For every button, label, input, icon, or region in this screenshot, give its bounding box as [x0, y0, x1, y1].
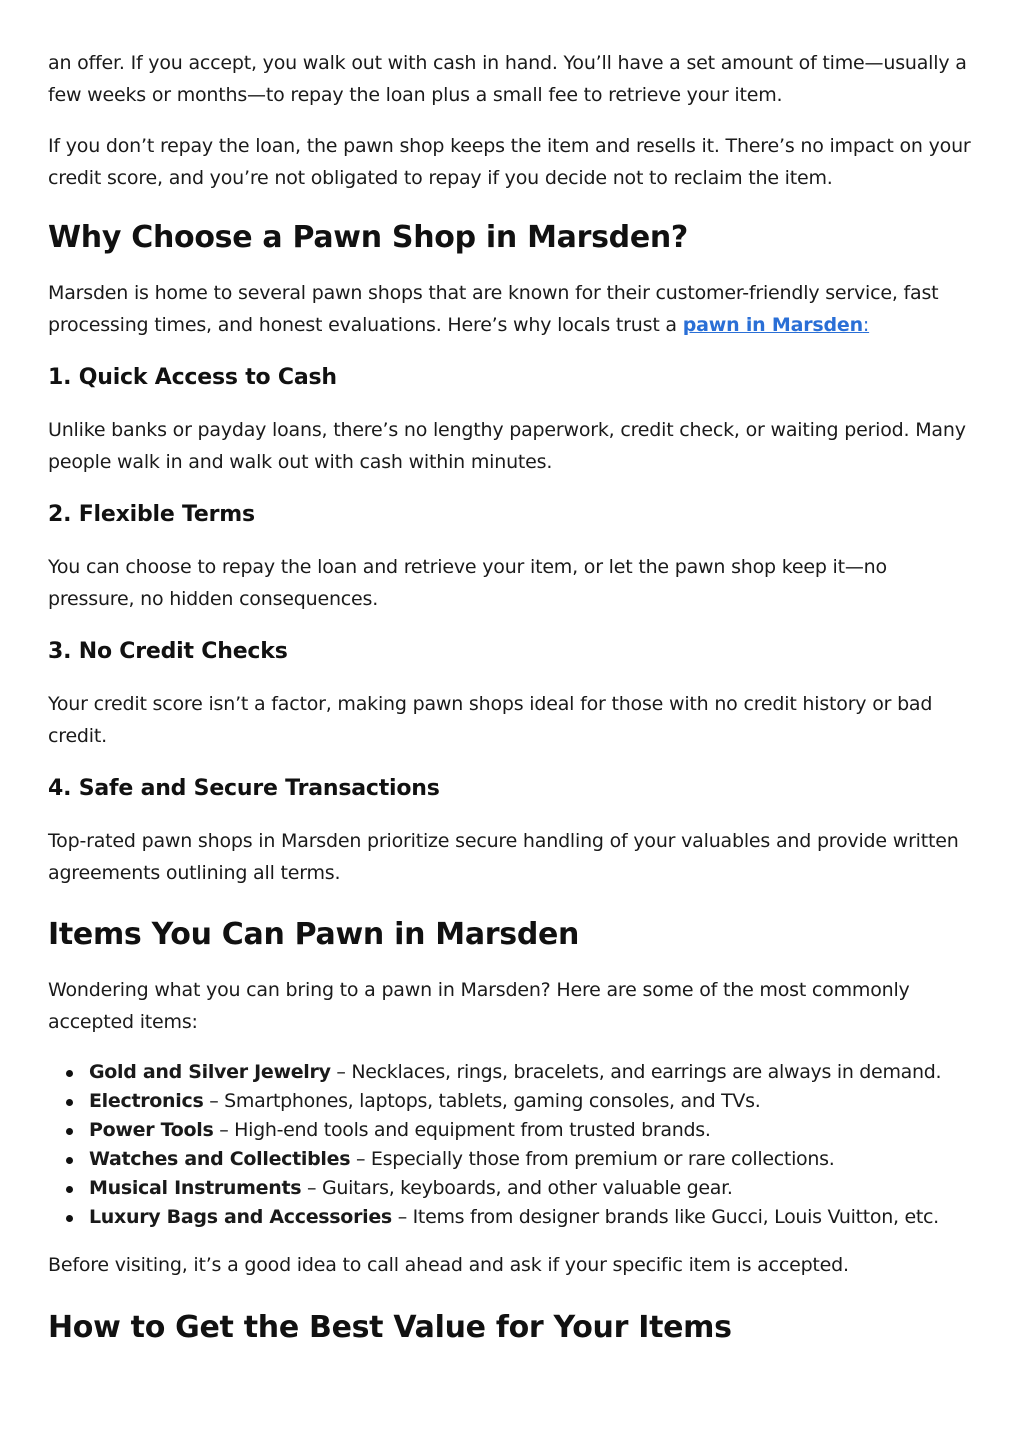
item-description: – Items from designer brands like Gucci, Louis Vuitton, etc.: [391, 1206, 939, 1228]
bullet-icon: [66, 1128, 73, 1135]
intro-paragraph-2: If you don’t repay the loan, the pawn shop keeps the item and resells it. There’s no impact on your credit score, and you’re not obligated to repay if you decide not to reclaim the item.: [48, 135, 971, 189]
item-label: Gold and Silver Jewelry: [89, 1061, 331, 1083]
list-item: [89, 1116, 976, 1145]
pawn-in-marsden-link[interactable]: pawn in Marsden: [682, 313, 863, 336]
why-intro-text: Marsden is home to several pawn shops that are known for their customer-friendly service, fast processing times, and honest evaluations. Here’s why locals trust a: [48, 282, 939, 336]
items-heading: Items You Can Pawn in Marsden: [48, 917, 580, 952]
bullet-icon: [66, 1215, 73, 1222]
reason-3-heading: [48, 637, 976, 667]
item-label: Musical Instruments: [89, 1177, 302, 1199]
list-item: [89, 1145, 976, 1174]
item-description: – Guitars, keyboards, and other valuable gear.: [301, 1177, 733, 1199]
reason-2-number: 2: [48, 502, 64, 527]
reason-4-number: 4: [48, 776, 64, 801]
why-choose-heading: Why Choose a Pawn Shop in Marsden?: [48, 220, 689, 255]
bullet-icon: [66, 1070, 73, 1077]
item-description: – Especially those from premium or rare collections.: [350, 1148, 835, 1170]
reason-4-heading: [48, 774, 976, 804]
reason-3-title: . No Credit Checks: [63, 639, 288, 664]
best-value-heading: How to Get the Best Value for Your Items: [48, 1309, 732, 1345]
reason-4-title: . Safe and Secure Transactions: [63, 776, 440, 801]
list-item: [89, 1087, 976, 1116]
items-outro-paragraph: Before visiting, it’s a good idea to call ahead and ask if your specific item is accepted.: [48, 1254, 849, 1276]
item-label: Electronics: [89, 1090, 204, 1112]
reason-2-heading: [48, 500, 976, 530]
reason-4-text: Top-rated pawn shops in Marsden prioritize secure handling of your valuables and provide written agreements outlining all terms.: [48, 830, 959, 884]
list-item: [89, 1058, 976, 1087]
item-label: Luxury Bags and Accessories: [89, 1206, 392, 1228]
reason-2-text: You can choose to repay the loan and retrieve your item, or let the pawn shop keep it—no pressure, no hidden consequences.: [48, 556, 887, 610]
link-suffix: :: [862, 313, 870, 336]
item-description: – High-end tools and equipment from trusted brands.: [213, 1119, 711, 1141]
item-description: – Necklaces, rings, bracelets, and earrings are always in demand.: [330, 1061, 942, 1083]
why-intro-paragraph: [48, 278, 976, 341]
reason-1-heading: [48, 363, 976, 393]
reason-3-number: 3: [48, 639, 64, 664]
intro-paragraph-1: an offer. If you accept, you walk out with cash in hand. You’ll have a set amount of time—usually a few weeks or months—to repay the loan plus a small fee to retrieve your item.: [48, 52, 967, 106]
bullet-icon: [66, 1157, 73, 1164]
item-description: – Smartphones, laptops, tablets, gaming consoles, and TVs.: [203, 1090, 761, 1112]
reason-1-text: Unlike banks or payday loans, there’s no lengthy paperwork, credit check, or waiting period. Many people walk in and walk out with cash within minutes.: [48, 419, 966, 473]
item-label: Power Tools: [89, 1119, 214, 1141]
list-item: [89, 1174, 976, 1203]
items-list: [48, 1058, 976, 1232]
bullet-icon: [66, 1186, 73, 1193]
items-intro-paragraph: Wondering what you can bring to a pawn in Marsden? Here are some of the most commonly accepted items:: [48, 979, 910, 1033]
bullet-icon: [66, 1099, 73, 1106]
reason-2-title: . Flexible Terms: [63, 502, 255, 527]
reason-1-title: . Quick Access to Cash: [63, 365, 337, 390]
reason-1-number: 1: [48, 365, 64, 390]
item-label: Watches and Collectibles: [89, 1148, 351, 1170]
list-item: [89, 1203, 976, 1232]
reason-3-text: Your credit score isn’t a factor, making pawn shops ideal for those with no credit history or bad credit.: [48, 693, 933, 747]
